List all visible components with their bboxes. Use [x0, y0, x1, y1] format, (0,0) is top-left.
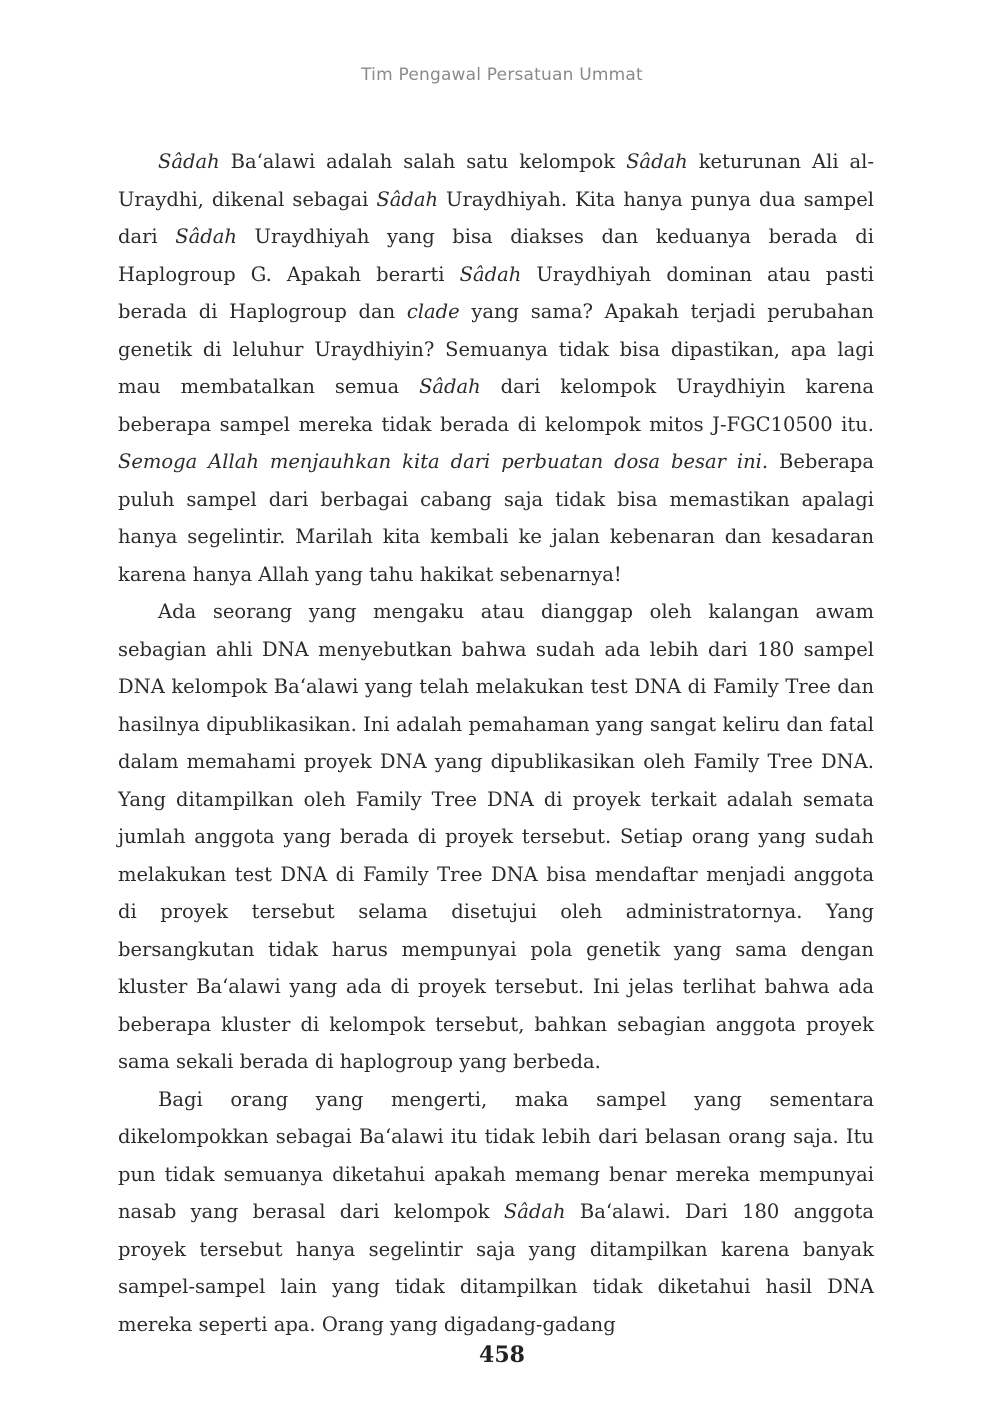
text-segment: Ba‘alawi adalah salah satu kelompok [219, 150, 627, 173]
text-segment: Uraydhiyah. Kita hanya punya dua sampel dari [118, 187, 874, 248]
text-segment: keturunan Ali al-Uraydhi, dikenal sebagai [118, 150, 874, 211]
paragraph-1 [118, 143, 874, 593]
italic-text-segment: Sâdah [158, 150, 220, 173]
text-segment: Bagi orang yang mengerti, maka sampel yang sementara dikelompokkan sebagai Ba‘alawi itu tidak lebih dari belasan orang saja. Itu pun tidak semuanya diketahui apakah memang benar mereka mempunyai nasab yang berasal dari kelompok [118, 1087, 874, 1223]
italic-text-segment: Sâdah [376, 187, 439, 211]
running-header: Tim Pengawal Persatuan Ummat [361, 65, 643, 85]
page-number: 458 [479, 1342, 525, 1368]
body-text [118, 143, 874, 1343]
text-segment: Beberapa puluh sampel dari berbagai cabang saja tidak bisa memastikan apalagi hanya segelintir. Marilah kita kembali ke jalan kebenaran dan kesadaran karena hanya Allah yang tahu hakikat sebenarnya! [118, 450, 874, 586]
paragraph-2 [118, 593, 874, 1081]
paragraph-3 [118, 1081, 874, 1344]
text-segment: yang sama? Apakah terjadi perubahan genetik di leluhur Uraydhiyin? Semuanya tidak bisa dipastikan, apa lagi mau membatalkan semua [118, 300, 874, 398]
italic-text-segment: Sâdah [503, 1200, 566, 1223]
italic-text-segment: Semoga Allah menjauhkan kita dari perbuatan dosa besar ini. [118, 450, 769, 473]
italic-text-segment: Sâdah [459, 262, 522, 286]
text-segment: Ba‘alawi. Dari 180 anggota proyek tersebut hanya segelintir saja yang ditampilkan karena banyak sampel-sampel lain yang tidak ditampilkan tidak diketahui hasil DNA mereka seperti apa. Orang yang digadang-gadang [118, 1200, 874, 1336]
text-segment: Ada seorang yang mengaku atau dianggap oleh kalangan awam sebagian ahli DNA menyebutkan bahwa sudah ada lebih dari 180 sampel DNA kelompok Ba‘alawi yang telah melakukan test DNA di Family Tree dan hasilnya dipublikasikan. Ini adalah pemahaman yang sangat keliru dan fatal dalam memahami proyek DNA yang dipublikasikan oleh Family Tree DNA. Yang ditampilkan oleh Family Tree DNA di proyek terkait adalah semata jumlah anggota yang berada di proyek tersebut. Setiap orang yang sudah melakukan test DNA di Family Tree DNA bisa mendaftar menjadi anggota di proyek tersebut selama disetujui oleh administratornya. Yang bersangkutan tidak harus mempunyai pola genetik yang sama dengan kluster Ba‘alawi yang ada di proyek tersebut. Ini jelas terlihat bahwa ada beberapa kluster di kelompok tersebut, bahkan sebagian anggota proyek sama sekali berada di haplogroup yang berbeda. [118, 600, 874, 1073]
italic-text-segment: clade [406, 300, 460, 323]
italic-text-segment: Sâdah [626, 150, 688, 173]
text-segment: Uraydhiyah dominan atau pasti berada di Haplogroup dan [118, 262, 874, 323]
text-segment: dari kelompok Uraydhiyin karena beberapa sampel mereka tidak berada di kelompok mitos J-FGC10500 itu. [118, 375, 874, 436]
italic-text-segment: Sâdah [419, 375, 481, 398]
italic-text-segment: Sâdah [175, 225, 237, 248]
text-segment: Uraydhiyah yang bisa diakses dan keduanya berada di Haplogroup G. Apakah berarti [118, 225, 874, 286]
